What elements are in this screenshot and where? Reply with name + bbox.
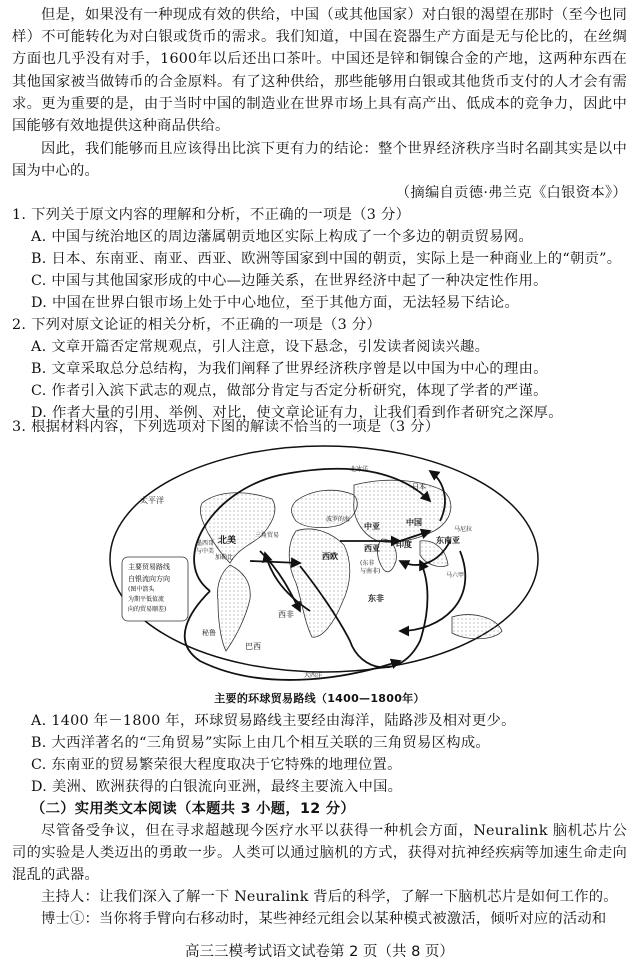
- section-doctor-line: 博士①：当你将手臂向右移动时，某些神经元组会以某种模式被激活，倾听对应的活动和: [41, 911, 607, 927]
- label-west-asia: 西亚: [364, 544, 380, 553]
- label-west-africa: 西非: [278, 610, 294, 619]
- legend-line-1: 主要贸易路线: [128, 563, 170, 571]
- trade-route-map: [100, 441, 548, 692]
- question-2-stem: 2. 下列对原文论证的相关分析，不正确的一项是（3 分）: [12, 317, 382, 333]
- question-1-option-a: A. 中国与统治地区的周边藩属朝贡地区实际上构成了一个多边的朝贡贸易网。: [31, 229, 534, 245]
- section-title: （二）实用类文本阅读（本题共 3 小题，12 分）: [31, 801, 355, 817]
- label-pacific: 太平洋: [140, 496, 164, 505]
- legend-line-4: 为期平低值流: [128, 596, 165, 603]
- label-peru: 秘鲁: [202, 629, 216, 637]
- question-2-option-a: A. 文章开篇否定常规观点，引人注意，设下悬念，引发读者阅读兴趣。: [31, 339, 490, 355]
- label-west-europe: 西欧: [322, 552, 338, 561]
- label-east-africa: 东非: [368, 594, 384, 603]
- label-east-africa-1: (东非: [360, 560, 375, 567]
- section-host-line: 主持人：让我们深入了解一下 Neuralink 背后的科学，了解一下脑机芯片是如何工作的。: [41, 889, 618, 905]
- label-mexico-1: 墨西哥: [196, 540, 215, 547]
- question-3-option-b: B. 大西洋著名的“三角贸易”实际上由几个相互关联的三角贸易区构成。: [31, 735, 491, 751]
- label-india: 印度: [396, 540, 412, 549]
- label-atlantic: 大西洋: [304, 672, 323, 679]
- page-footer: 高三三模考试语文试卷第 2 页（共 8 页）: [185, 944, 454, 960]
- question-3-option-a: A. 1400 年－1800 年，环球贸易路线主要经由海洋，陆路涉及相对更少。: [31, 713, 516, 729]
- question-2-option-b: B. 文章采取总分总结构，为我们阐释了世界经济秩序曾是以中国为中心的理由。: [31, 361, 548, 377]
- passage-source: （摘编自贡德·弗兰克《白银资本》）: [395, 185, 627, 201]
- passage-paragraph-1: 但是，如果没有一种现成有效的供给，中国（或其他国家）对白银的渴望在那时（至今也同样）不可能转化为对白银或货币的需求。我们知道，中国在瓷器生产方面是无与伦比的，在丝绸方面也几乎没有对手，1600年以后还出口茶叶。中国还是锌和铜镍合金的产地，这两种东西在其他国家被当做铸币的合金原料。有了这种供给，那些能够用白银或其他货币支付的人才会有需求。更为重要的是，由于当时中国的制造业在世界市场上具有高产出、低成本的竞争力，因此中国能够有效地提供这种商品供给。: [12, 7, 627, 135]
- question-1-stem: 1. 下列关于原文内容的理解和分析，不正确的一项是（3 分）: [12, 207, 411, 223]
- question-2-option-d: D. 作者大量的引用、举例、对比，使文章论证有力，让我们看到作者研究之深厚。: [31, 405, 563, 421]
- label-manila: 马尼拉: [454, 526, 473, 533]
- section-paragraph-1: 尽管备受争议，但在寻求超越现今医疗水平以获得一种机会方面，Neuralink 脑机芯片公司的实验是人类迈出的勇敢一步。人类可以通过脑机的方式，获得对抗神经疾病等加速生命走向混乱的武器。: [12, 823, 627, 884]
- question-3-stem: 3. 根据材料内容，下列选项对下图的解读不恰当的一项是（3 分）: [12, 419, 440, 435]
- legend-line-3: (图中箭头: [128, 586, 155, 593]
- label-caribbean: 加勒比: [215, 554, 234, 561]
- label-southeast-asia: 东南亚: [436, 536, 460, 545]
- label-north-ocean: 北冰洋: [350, 466, 369, 473]
- legend-box: [122, 557, 188, 621]
- question-1-option-b: B. 日本、东南亚、南亚、西亚、欧洲等国家到中国的朝贡，实际上是一种商业上的“朝贡”。: [31, 251, 622, 267]
- legend-line-5: 向的贸易顺差): [128, 606, 167, 613]
- label-malacca: 马六甲: [446, 572, 465, 579]
- label-central-asia: 中亚: [364, 522, 380, 531]
- question-1-option-d: D. 中国在世界白银市场上处于中心地位，至于其他方面，无法轻易下结论。: [31, 295, 520, 311]
- question-3-option-d: D. 美洲、欧洲获得的白银流向亚洲，最终主要流入中国。: [31, 779, 403, 795]
- question-2-option-c: C. 作者引入滨下武志的观点，做部分肯定与否定分析研究，体现了学者的严谨。: [31, 383, 548, 399]
- legend-line-2: 白银流向方向: [128, 575, 170, 583]
- label-triangle: 三角贸易: [255, 532, 280, 539]
- label-baltic: 波罗的海: [326, 516, 351, 523]
- label-north-america: 北美: [218, 536, 237, 546]
- map-caption: 主要的环球贸易路线（1400—1800年）: [214, 692, 425, 705]
- question-1-option-c: C. 中国与其他国家形成的中心—边陲关系，在世界经济中起了一种决定性作用。: [31, 273, 548, 289]
- label-mexico-2: 与中美: [196, 548, 215, 555]
- passage-paragraph-2: 因此，我们能够而且应该得出比滨下更有力的结论：整个世界经济秩序当时名副其实是以中国为中心的。: [12, 141, 627, 180]
- label-china: 中国: [406, 518, 422, 527]
- label-japan: 日本: [412, 483, 426, 491]
- label-brazil: 巴西: [245, 642, 261, 651]
- label-east-africa-2: 与南非): [360, 568, 381, 575]
- question-3-option-c: C. 东南亚的贸易繁荣很大程度取决于它特殊的地理位置。: [31, 757, 402, 773]
